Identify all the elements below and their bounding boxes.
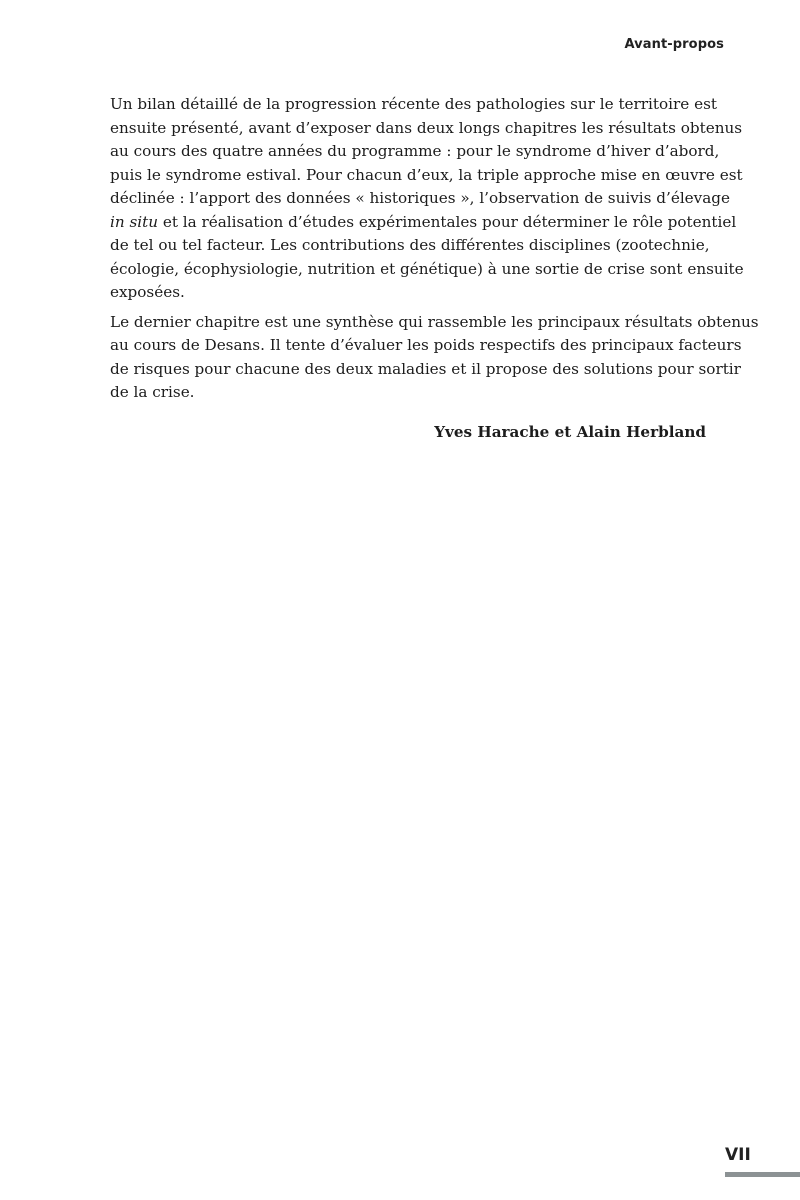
page-number: VII [725,1145,751,1165]
text-line: Un bilan détaillé de la progression récente des pathologies sur le territoire est [110,95,717,113]
text-line: au cours des quatre années du programme : pour le syndrome d’hiver d’abord, [110,142,720,160]
text-line: déclinée : l’apport des données « historiques », l’observation de suivis d’élevage [110,189,731,207]
text-line: exposées. [110,283,185,301]
running-head: Avant-propos [624,37,724,52]
text-line-rest: et la réalisation d’études expérimentales pour déterminer le rôle potentiel [158,212,737,231]
text-line [110,211,737,235]
text-line: de tel ou tel facteur. Les contributions des différentes disciplines (zootechnie, [110,236,710,254]
paragraph-2 [110,311,759,405]
text-line: au cours de Desans. Il tente d’évaluer les poids respectifs des principaux facteurs [110,336,742,354]
paragraph-1 [110,93,744,305]
folio-rule [725,1172,800,1177]
italic-term: in situ [110,212,159,231]
text-line: ensuite présenté, avant d’exposer dans deux longs chapitres les résultats obtenus [110,118,743,137]
text-line: Le dernier chapitre est une synthèse qui rassemble les principaux résultats obtenus [110,312,759,331]
text-line: puis le syndrome estival. Pour chacun d’eux, la triple approche mise en œuvre est [110,165,743,184]
text-line: de la crise. [110,383,195,401]
body-text [110,93,759,444]
signature: Yves Harache et Alain Herbland [434,422,706,441]
text-line: de risques pour chacune des deux maladies et il propose des solutions pour sortir [110,359,741,378]
text-line: écologie, écophysiologie, nutrition et génétique) à une sortie de crise sont ensuite [110,259,744,278]
